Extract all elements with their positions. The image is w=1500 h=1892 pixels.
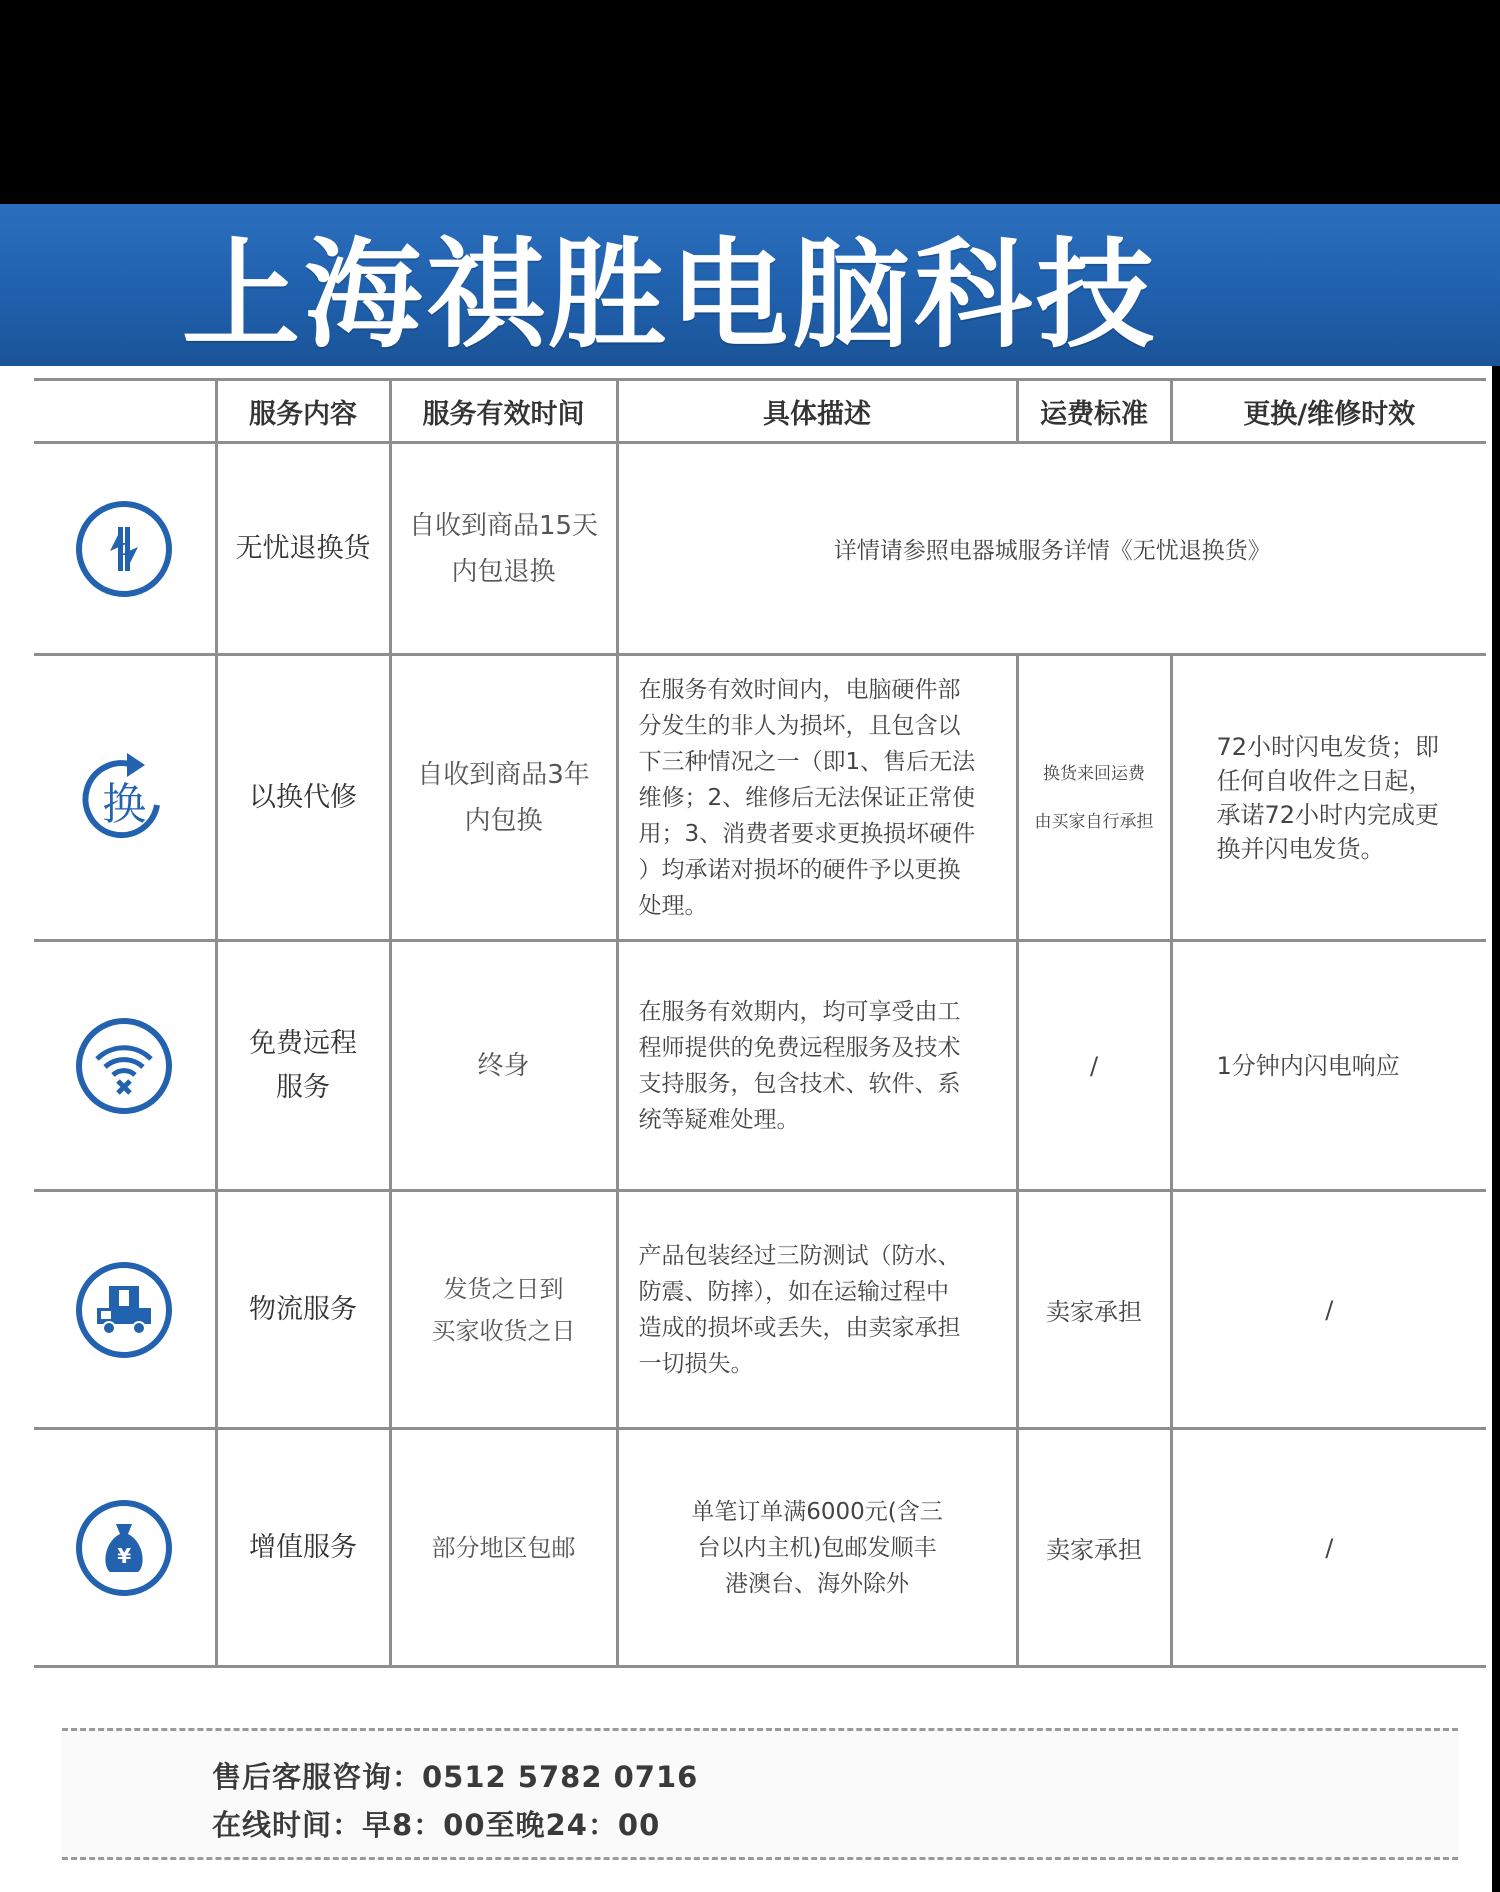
description-line: 一切损失。 bbox=[638, 1350, 754, 1377]
turnaround: / bbox=[1325, 1295, 1334, 1324]
description-line: 支持服务，包含技术、软件、系 bbox=[638, 1070, 961, 1097]
online-hours-text: 在线时间：早8：00至晚24：00 bbox=[212, 1808, 661, 1842]
turnaround-line: 承诺72小时内完成更 bbox=[1216, 800, 1440, 829]
service-name-line: 服务 bbox=[276, 1071, 330, 1103]
row-icon-cell bbox=[34, 443, 216, 655]
table-header-row bbox=[34, 380, 1486, 443]
valid-time-line: 发货之日到 bbox=[443, 1274, 564, 1303]
turnaround-line: 任何自收件之日起， bbox=[1216, 766, 1433, 795]
shipping: 卖家承担 bbox=[1017, 1191, 1171, 1429]
table-row bbox=[34, 655, 1486, 941]
turnaround: / bbox=[1325, 1533, 1334, 1562]
description-line: 港澳台、海外除外 bbox=[725, 1570, 909, 1597]
table-row bbox=[34, 1191, 1486, 1429]
turnaround-line: 72小时闪电发货；即 bbox=[1216, 732, 1440, 761]
valid-time bbox=[390, 443, 617, 655]
service-name: 以换代修 bbox=[216, 655, 390, 941]
valid-time-line: 内包换 bbox=[464, 805, 543, 836]
header-banner bbox=[0, 204, 1500, 366]
row-icon-cell bbox=[34, 941, 216, 1191]
service-name-line: 免费远程 bbox=[249, 1027, 357, 1059]
shipping bbox=[1017, 655, 1171, 941]
replace-icon bbox=[76, 750, 172, 846]
row-icon-cell bbox=[34, 1191, 216, 1429]
description-line: 台以内主机)包邮发顺丰 bbox=[697, 1534, 937, 1561]
description-line: 造成的损坏或丢失，由卖家承担 bbox=[638, 1314, 961, 1341]
money-bag-icon bbox=[76, 1500, 172, 1596]
valid-time: 终身 bbox=[390, 941, 617, 1191]
description-line: 程师提供的免费远程服务及技术 bbox=[638, 1034, 961, 1061]
description-line: 产品包装经过三防测试（防水、 bbox=[638, 1242, 961, 1269]
turnaround-line: 换并闪电发货。 bbox=[1216, 834, 1385, 863]
description bbox=[617, 1429, 1017, 1667]
yuan-glyph: ¥ bbox=[117, 1543, 132, 1568]
service-table bbox=[34, 378, 1486, 1668]
description-line: 统等疑难处理。 bbox=[638, 1106, 800, 1133]
valid-time-line: 自收到商品3年 bbox=[417, 759, 590, 790]
service-name: 无忧退换货 bbox=[216, 443, 390, 655]
description bbox=[617, 655, 1017, 941]
row-icon-cell bbox=[34, 1429, 216, 1667]
table-row bbox=[34, 941, 1486, 1191]
top-black-bar bbox=[0, 0, 1500, 204]
valid-time bbox=[390, 655, 617, 941]
shipping: 卖家承担 bbox=[1017, 1429, 1171, 1667]
contact-box bbox=[62, 1728, 1458, 1860]
valid-time-line: 自收到商品15天 bbox=[408, 510, 599, 541]
description-line: 在服务有效期内，均可享受由工 bbox=[638, 998, 961, 1025]
description bbox=[617, 1191, 1017, 1429]
description-line: 防震、防摔），如在运输过程中 bbox=[638, 1278, 949, 1305]
header-icon-col bbox=[34, 380, 216, 443]
shipping: / bbox=[1017, 941, 1171, 1191]
description-line: 用；3、消费者要求更换损坏硬件 bbox=[638, 820, 976, 847]
description-line: 分发生的非人为损坏，且包含以 bbox=[638, 712, 961, 739]
delivery-truck-icon bbox=[76, 1262, 172, 1358]
description-line: 下三种情况之一（即1、售后无法 bbox=[638, 748, 976, 775]
merged-description: 详情请参照电器城服务详情《无忧退换货》 bbox=[833, 538, 1271, 564]
exchange-arrows-icon bbox=[76, 501, 172, 597]
service-name: 物流服务 bbox=[216, 1191, 390, 1429]
header-description: 具体描述 bbox=[617, 380, 1017, 443]
shipping-line: 由买家自行承担 bbox=[1034, 811, 1154, 832]
service-sheet bbox=[0, 366, 1500, 1892]
header-turnaround: 更换/维修时效 bbox=[1243, 398, 1416, 430]
header-shipping: 运费标准 bbox=[1017, 380, 1171, 443]
table-row bbox=[34, 443, 1486, 655]
valid-time: 部分地区包邮 bbox=[390, 1429, 617, 1667]
description bbox=[617, 941, 1017, 1191]
turnaround bbox=[1171, 655, 1486, 941]
description-line: 处理。 bbox=[638, 892, 708, 919]
hotline-text: 售后客服咨询：0512 5782 0716 bbox=[212, 1760, 699, 1794]
replace-glyph: 换 bbox=[102, 778, 147, 830]
description-line: 在服务有效时间内，电脑硬件部 bbox=[638, 676, 961, 703]
page-title: 上海祺胜电脑科技 bbox=[181, 226, 1158, 364]
remote-wifi-icon bbox=[76, 1018, 172, 1114]
description-line: ）均承诺对损坏的硬件予以更换 bbox=[638, 856, 961, 883]
shipping-line: 换货来回运费 bbox=[1043, 763, 1145, 784]
valid-time-line: 买家收货之日 bbox=[431, 1316, 576, 1345]
service-name bbox=[216, 941, 390, 1191]
header-valid-time: 服务有效时间 bbox=[390, 380, 617, 443]
valid-time-line: 内包退换 bbox=[451, 556, 556, 587]
description-line: 维修；2、维修后无法保证正常使 bbox=[638, 784, 976, 811]
service-name: 增值服务 bbox=[216, 1429, 390, 1667]
valid-time bbox=[390, 1191, 617, 1429]
row-icon-cell bbox=[34, 655, 216, 941]
table-row bbox=[34, 1429, 1486, 1667]
header-service: 服务内容 bbox=[216, 380, 390, 443]
turnaround: 1分钟内闪电响应 bbox=[1216, 1051, 1400, 1080]
description-line: 单笔订单满6000元(含三 bbox=[691, 1498, 943, 1525]
